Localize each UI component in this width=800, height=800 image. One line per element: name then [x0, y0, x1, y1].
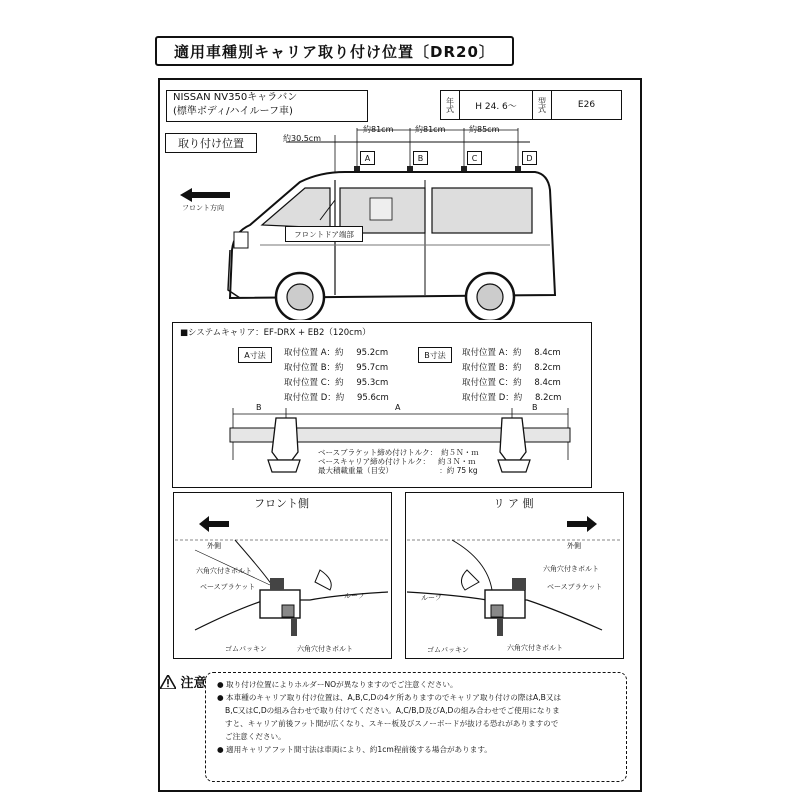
spec-table [440, 90, 622, 120]
dim-b-left-label: B [256, 403, 262, 412]
front-base-bracket-label: ベースブラケット [200, 583, 256, 591]
front-side-title: フロント側 [254, 497, 309, 510]
b-row: 取付位置 B：約 8.2cm [462, 363, 561, 373]
system-carrier-title: ■システムキャリア：EF-DRX + EB2（120cm） [180, 328, 371, 338]
caution-heading: 注意 [160, 672, 207, 691]
type-header: 型式 [533, 91, 552, 119]
torque-row: ベースキャリア締め付けトルク： 約３Ｎ・ｍ [318, 457, 476, 466]
page-title: 適用車種別キャリア取り付け位置〔DR20〕 [155, 36, 514, 66]
front-door-edge-label: フロントドア端部 [285, 226, 363, 242]
caution-line: ● 取り付け位置によりホルダーNOが異なりますのでご注意ください。 [217, 680, 458, 689]
position-a-box: A [360, 151, 375, 165]
type-value: E26 [577, 100, 596, 110]
position-c-box: C [467, 151, 482, 165]
vehicle-model-line2: (標準ボディ/ハイルーフ車) [173, 106, 293, 117]
van-illustration [170, 120, 590, 320]
b-row: 取付位置 C：約 8.4cm [462, 378, 561, 388]
caution-line: すと、キャリア前後フット間が広くなり、スキー板及びスノーボードが抜ける恐れがありますので [225, 719, 559, 728]
caution-line: B,C又はC,Dの組み合わせで取り付けてください。A,C/B,D及びA,Dの組み合わせでご使用になりま [225, 706, 560, 715]
install-position-label: 取り付け位置 [165, 133, 257, 153]
dim-a-label: A [395, 403, 401, 412]
a-row: 取付位置 D：約 95.6cm [284, 393, 389, 403]
front-hex-bolt-top-label: 六角穴付きボルト [196, 567, 252, 575]
front-outside-label: 外側 [207, 542, 221, 550]
torque-row: 最大積載重量（目安） ：約 75 kg [318, 466, 478, 475]
caution-line: ご注意ください。 [225, 732, 286, 741]
b-row: 取付位置 D：約 8.2cm [462, 393, 562, 403]
front-roof-label: ルーフ [344, 592, 365, 600]
rear-rubber-label: ゴムパッキン [427, 646, 469, 654]
a-row: 取付位置 B：約 95.7cm [284, 363, 389, 373]
vehicle-model-line1: NISSAN NV350キャラバン [173, 92, 298, 103]
b-dimension-label: B寸法 [418, 347, 452, 363]
rear-side-title: リ ア 側 [493, 497, 534, 510]
caution-line: ● 本車種のキャリア取り付け位置は、A,B,C,Dの4ケ所ありますのでキャリア取り付けの際はA,B又は [217, 693, 562, 702]
distance-cd-label: 約85cm [469, 125, 500, 134]
warning-icon [160, 675, 176, 689]
b-row: 取付位置 A：約 8.4cm [462, 348, 561, 358]
rear-outside-label: 外側 [567, 542, 581, 550]
a-row: 取付位置 A：約 95.2cm [284, 348, 389, 358]
a-dimension-label: A寸法 [238, 347, 272, 363]
rear-hex-bolt-bottom-label: 六角穴付きボルト [507, 644, 563, 652]
year-value: H 24. 6〜 [460, 91, 533, 119]
position-b-box: B [413, 151, 428, 165]
front-direction-label: フロント方向 [182, 204, 224, 212]
rear-hex-bolt-top-label: 六角穴付きボルト [543, 565, 599, 573]
a-row: 取付位置 C：約 95.3cm [284, 378, 389, 388]
dim-b-right-label: B [532, 403, 538, 412]
year-header: 年式 [441, 91, 460, 119]
front-rubber-label: ゴムパッキン [225, 645, 267, 653]
vehicle-model-box [166, 90, 368, 122]
caution-line: ● 適用キャリアフット間寸法は車両により、約1cm程前後する場合があります。 [217, 745, 492, 754]
rear-base-bracket-label: ベースブラケット [547, 583, 603, 591]
torque-row: ベースブラケット締め付けトルク： 約５Ｎ・ｍ [318, 448, 479, 457]
distance-ab-label: 約81cm [363, 125, 394, 134]
rear-roof-label: ルーフ [421, 594, 442, 602]
position-d-box: D [522, 151, 537, 165]
front-direction-arrow-icon [180, 188, 230, 202]
front-hex-bolt-bottom-label: 六角穴付きボルト [297, 645, 353, 653]
front-offset-label: 約30.5cm [283, 134, 322, 143]
distance-bc-label: 約81cm [415, 125, 446, 134]
